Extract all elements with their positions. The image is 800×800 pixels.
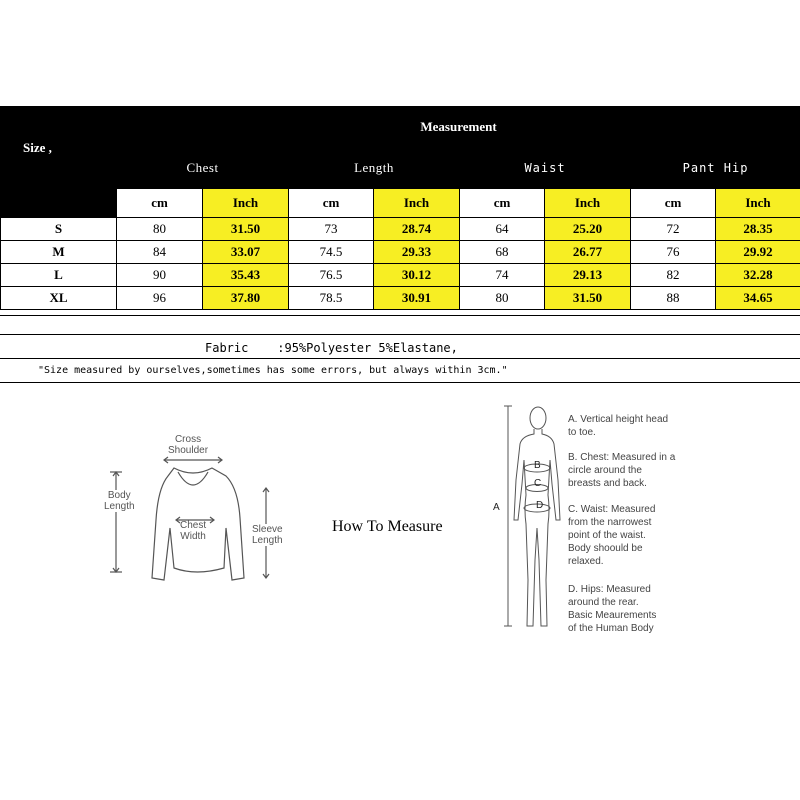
description-c: C. Waist: Measured from the narrowest point of the waist. Body shoould be relaxed. [568, 504, 656, 567]
table-cell: 34.65 [716, 287, 800, 310]
table-cell: 96 [117, 287, 203, 310]
table-cell: 31.50 [545, 287, 631, 310]
table-cell: 28.35 [716, 218, 800, 241]
human-body-sketch [500, 400, 570, 640]
sleeve-length-label: Sleeve Length [252, 524, 283, 546]
cross-shoulder-label: Cross Shoulder [168, 434, 209, 456]
unit-inch-pant-hip: Inch [716, 189, 800, 218]
disclaimer-note: "Size measured by ourselves,sometimes has some errors, but always within 3cm." [38, 365, 508, 376]
size-label: XL [1, 287, 117, 310]
table-cell: 64 [460, 218, 545, 241]
table-cell: 72 [631, 218, 716, 241]
table-cell: 74.5 [289, 241, 374, 264]
unit-cm-chest: cm [117, 189, 203, 218]
table-cell: 32.28 [716, 264, 800, 287]
measurement-header: Measurement [117, 107, 800, 148]
group-header-length: Length [289, 148, 460, 189]
divider [0, 382, 800, 383]
how-to-measure-title: How To Measure [332, 518, 443, 535]
divider [0, 315, 800, 316]
table-cell: 33.07 [203, 241, 289, 264]
unit-cm-length: cm [289, 189, 374, 218]
garment-measure-diagram [96, 428, 306, 598]
table-cell: 73 [289, 218, 374, 241]
unit-cm-waist: cm [460, 189, 545, 218]
chest-width-label: Chest Width [180, 520, 207, 542]
table-cell: 88 [631, 287, 716, 310]
unit-inch-length: Inch [374, 189, 460, 218]
table-cell: 29.13 [545, 264, 631, 287]
size-label: S [1, 218, 117, 241]
description-b: B. Chest: Measured in a circle around the breasts and back. [568, 452, 676, 489]
table-cell: 25.20 [545, 218, 631, 241]
table-cell: 35.43 [203, 264, 289, 287]
table-row [1, 287, 800, 310]
table-cell: 84 [117, 241, 203, 264]
group-header-chest: Chest [117, 148, 289, 189]
table-cell: 80 [117, 218, 203, 241]
group-header-pant-hip: Pant Hip [631, 148, 800, 189]
table-cell: 26.77 [545, 241, 631, 264]
table-cell: 37.80 [203, 287, 289, 310]
table-cell: 90 [117, 264, 203, 287]
body-measure-diagram [493, 400, 570, 640]
table-cell: 28.74 [374, 218, 460, 241]
table-cell: 30.12 [374, 264, 460, 287]
size-label: M [1, 241, 117, 264]
size-label: L [1, 264, 117, 287]
table-cell: 29.92 [716, 241, 800, 264]
size-chart-table [0, 106, 800, 310]
unit-inch-chest: Inch [203, 189, 289, 218]
marker-b: B [534, 460, 541, 471]
divider [0, 358, 800, 359]
body-length-label: Body Length [104, 490, 135, 512]
table-cell: 30.91 [374, 287, 460, 310]
table-cell: 31.50 [203, 218, 289, 241]
unit-inch-waist: Inch [545, 189, 631, 218]
marker-a: A [493, 502, 500, 513]
group-header-waist: Waist [460, 148, 631, 189]
table-row [1, 218, 800, 241]
table-cell: 68 [460, 241, 545, 264]
table-cell: 78.5 [289, 287, 374, 310]
marker-c: C [534, 478, 542, 489]
table-cell: 76.5 [289, 264, 374, 287]
table-cell: 76 [631, 241, 716, 264]
marker-d: D [536, 500, 544, 511]
table-row [1, 264, 800, 287]
description-d: D. Hips: Measured around the rear. Basic Meaurements of the Human Body [568, 584, 657, 634]
unit-row-spacer [1, 189, 117, 218]
size-header: Size , [1, 107, 117, 189]
divider [0, 334, 800, 335]
fabric-note: Fabric :95%Polyester 5%Elastane, [205, 341, 458, 355]
table-cell: 82 [631, 264, 716, 287]
unit-cm-pant-hip: cm [631, 189, 716, 218]
table-cell: 74 [460, 264, 545, 287]
description-a: A. Vertical height head to toe. [568, 414, 669, 438]
table-cell: 29.33 [374, 241, 460, 264]
table-row [1, 241, 800, 264]
table-cell: 80 [460, 287, 545, 310]
